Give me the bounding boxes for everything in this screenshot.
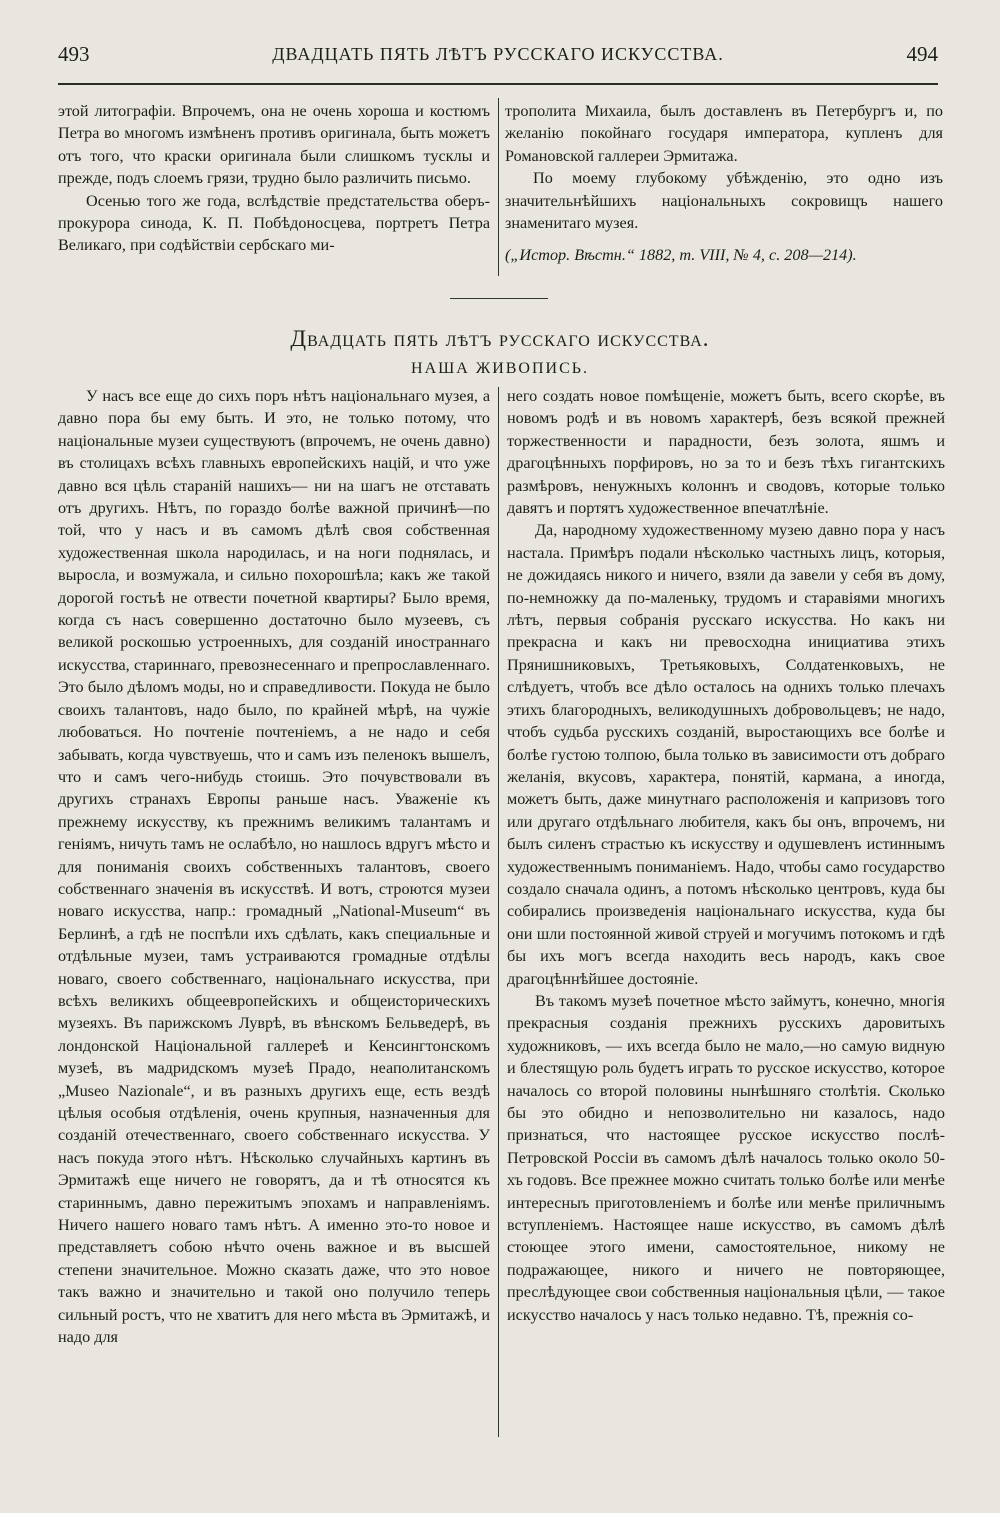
- paragraph: Осенью того же года, вслѣдствіе предстательства оберъ-прокурора синода, К. П. Побѣдоносцева, портретъ Петра Великаго, при содѣйствіи сербскаго ми-: [58, 191, 490, 255]
- paragraph: трополита Михаила, былъ доставленъ въ Петербургъ и, по желанію покойнаго государя императора, купленъ для Романовской галлереи Эрмитажа.: [505, 102, 943, 165]
- top-right-column: [505, 100, 943, 267]
- running-title: ДВАДЦАТЬ ПЯТЬ ЛѢТЪ РУССКАГО ИСКУССТВА.: [272, 44, 724, 64]
- paragraph: По моему глубокому убѣжденію, это одно изъ значительнѣйшихъ національныхъ сокровищъ нашего знаменитаго музея.: [505, 169, 943, 233]
- page-number-left: 493: [58, 42, 90, 66]
- paragraph: Въ такомъ музеѣ почетное мѣсто займутъ, конечно, многія прекрасныя созданія прежнихъ русскихъ даровитыхъ художниковъ, — ихъ всегда было не мало,—но самую видную и блестящую роль будетъ играть то русское искусство, которое началось со второй половины нынѣшняго столѣтія. Сколько бы это обидно и непозволительно ни казалось, надо признаться, что настоящее русское искусство послѣ-Петровской Россіи въ самомъ дѣлѣ началось только около 50-хъ годовъ. Все прежнее можно считать только болѣе или менѣе интересныъ приготовленіемъ и болѣе или менѣе приличнымъ вступленіемъ. Настоящее наше искусство, въ самомъ дѣлѣ стоющее этого имени, самостоятельное, никому не подражающее, никого и ничего не повторяющее, преслѣдующее свои собственныя національныя цѣли, — такое искусство началось у насъ только недавно. Тѣ, прежнія со-: [507, 991, 945, 1324]
- paragraph: Да, народному художественному музею давно пора у насъ настала. Примѣръ подали нѣсколько частныхъ лицъ, которыя, не дожидаясь никого и ничего, взяли да завели у себя въ дому, по-немножку да по-маленьку, трудомъ и старавіями многихъ лѣтъ, первыя собранія русскаго искусства. Но какъ ни прекрасна и какъ ни превосходна инициатива этихъ Прянишниковыхъ, Третьяковыхъ, Солдатенковыхъ, не слѣдуетъ, чтобъ все дѣло осталось на однихъ только плечахъ этихъ благородныхъ, великодушныхъ добровольцевъ; не надо, чтобъ судьба русскихъ созданій, выростающихъ все болѣе и болѣе густою толпою, была только въ зависимости отъ добраго желанія, вкусовъ, характера, понятій, кармана, а иногда, можетъ быть, даже минутнаго расположенія и капризовъ того или другаго отдѣльнаго любителя, какъ бы онъ, впрочемъ, ни былъ силенъ страстью къ искусству и одушевленъ истиннымъ художественнымъ пониманіемъ. Надо, чтобы само государство создало сначала одинъ, а потомъ нѣсколько центровъ, куда бы собирались произведенія національнаго искусства, куда бы они шли постоянной живой струей и могучимъ потокомъ и гдѣ бы ихъ могъ всегда находить весь народъ, какъ свое драгоцѣннѣйшее достояніе.: [507, 521, 945, 988]
- paragraph: него создать новое помѣщеніе, можетъ быть, всего скорѣе, въ новомъ родѣ и въ новомъ характерѣ, безъ всякой прежней торжественности и парадности, безъ золота, яшмъ и драгоцѣнныхъ порфировъ, но за то и безъ тѣхъ гигантскихъ размѣровъ, ненужныхъ колоннъ и сводовъ, которые только давятъ и портятъ художественное впечатлѣніе.: [507, 387, 945, 518]
- page-header: [58, 42, 938, 72]
- column-divider: [498, 387, 499, 1437]
- paragraph: У насъ все еще до сихъ поръ нѣтъ національнаго музея, а давно пора бы ему быть. И это, не только потому, что національные музеи существуютъ (впрочемъ, не очень давно) въ столицахъ всѣхъ главныхъ европейскихъ націй, и что уже давно вся цѣль стараній нашихъ— ни на шагъ не отставать отъ другихъ. Нѣтъ, по гораздо болѣе важной причинѣ—по той, что у насъ и въ самомъ дѣлѣ своя собственная художественная школа народилась, и на ноги поднялась, и выросла, и возмужала, и сильно похорошѣла; какъ же такой дорогой гостьѣ не отвести почетной квартиры? Было время, когда съ насъ совершенно достаточно было музеевъ, съ великой роскошью устроенныхъ, для созданій иностраннаго искусства, стариннаго, превознесеннаго и препрославленнаго. Это было дѣломъ моды, но и справедливости. Покуда не было своихъ талантовъ, надо было, по крайней мѣрѣ, на чужіе любоваться. Но почтеніе почтеніемъ, а не надо и себя забывать, когда чувствуешь, что и самъ изъ пеленокъ вышелъ, что и самъ чего-нибудь стоишь. Это почувствовали въ другихъ странахъ Европы раньше насъ. Уваженіе къ прежнему искусству, къ прежнимъ великимъ талантамъ и геніямъ, ничуть тамъ не ослабѣло, но нашлось вдругъ мѣсто и для пониманія своихъ собственныхъ талантовъ, своего собственнаго значенія въ искусствѣ. И вотъ, строются музеи новаго искусства, напр.: громадный „National-Museum“ въ Берлинѣ, а гдѣ не поспѣли ихъ сдѣлать, какъ специальные и отдѣльные музеи, тамъ устраиваются громадные отдѣлы новаго, своего собственнаго, національнаго искусства, при всѣхъ великихъ общеевропейскихъ и общеисторическихъ музеяхъ. Въ парижскомъ Луврѣ, въ вѣнскомъ Бельведерѣ, въ лондонской Національной галлереѣ и Кенсингтонскомъ музеѣ, въ мадридскомъ музеѣ Прадо, неаполитанскомъ „Museo Nazionale“, и въ разныхъ другихъ еще, есть вездѣ цѣлыя особыя отдѣленія, очень крупныя, назначенныя для созданій отечественнаго, своего собственнаго искусства. У насъ покуда этого нѣтъ. Нѣсколько случайныхъ картинъ въ Эрмитажѣ еще ничего не говорятъ, да и тѣ относятся къ стариннымъ, давно пережитымъ эпохамъ и направленіямъ. Ничего нашего новаго тамъ нѣтъ. А именно это-то новое и представляетъ собою нѣчто очень важное и въ высшей степени значительное. Можно сказать даже, что это новое такъ важно и значительно и такой оно получило теперь сильный ростъ, что не хватитъ для него мѣста въ Эрмитажѣ, и надо для: [58, 387, 490, 1347]
- header-rule: [58, 83, 938, 85]
- top-left-column: [58, 100, 490, 257]
- column-divider: [498, 98, 499, 276]
- page-number-right: 494: [906, 42, 938, 66]
- body-right-column: [507, 385, 945, 1326]
- article-separator: [450, 298, 548, 299]
- article-title: Двадцать пять лѣтъ русскаго искусства.: [290, 326, 710, 351]
- section-title: НАША ЖИВОПИСЬ.: [411, 360, 589, 377]
- paragraph: этой литографіи. Впрочемъ, она не очень хороша и костюмъ Петра во многомъ измѣненъ противъ оригинала, быть можетъ отъ того, что краски оригинала были слишкомъ тусклы и прежде, подъ слоемъ грязи, трудно было различить письмо.: [58, 102, 490, 188]
- citation: („Истор. Вѣстн.“ 1882, т. VIII, № 4, с. 208—214).: [505, 246, 857, 265]
- body-left-column: [58, 385, 490, 1348]
